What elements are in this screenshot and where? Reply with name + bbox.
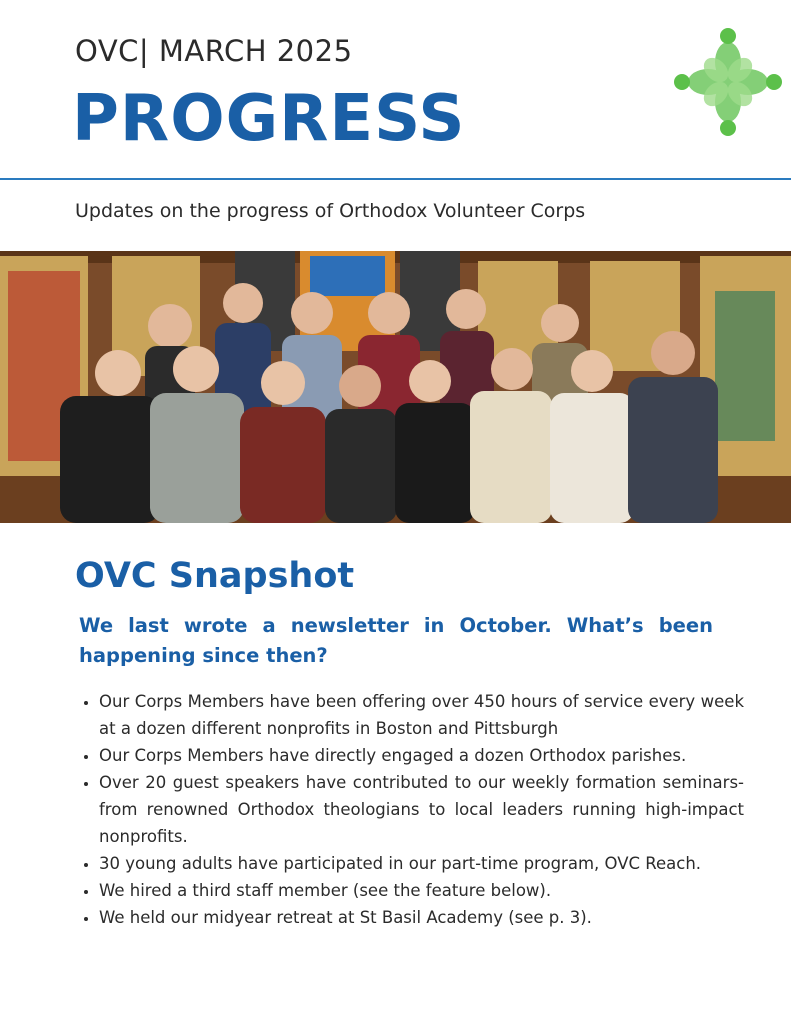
- list-item: • Our Corps Members have been offering over 450 hours of service every week at a dozen different nonprofits in Boston and Pittsburgh: [99, 688, 744, 742]
- snapshot-bullet-list: [79, 688, 744, 931]
- snapshot-lead: We last wrote a newsletter in October. What’s been happening since then?: [79, 614, 713, 667]
- list-item: • Our Corps Members have directly engaged a dozen Orthodox parishes.: [99, 742, 744, 769]
- list-item: • We held our midyear retreat at St Basil Academy (see p. 3).: [99, 904, 744, 931]
- list-item: • 30 young adults have participated in our part-time program, OVC Reach.: [99, 850, 744, 877]
- newsletter-title: PROGRESS: [72, 82, 466, 156]
- newsletter-issue: OVC| MARCH 2025: [75, 34, 353, 68]
- group-photo: [0, 251, 791, 523]
- header-divider: [0, 178, 791, 180]
- newsletter-tagline: Updates on the progress of Orthodox Volunteer Corps: [75, 200, 586, 222]
- ovc-cross-logo-icon: [672, 26, 784, 138]
- list-item: • We hired a third staff member (see the feature below).: [99, 877, 744, 904]
- snapshot-title: OVC Snapshot: [75, 556, 355, 596]
- list-item: • Over 20 guest speakers have contributed to our weekly formation seminars-from renowned Orthodox theologians to local leaders running high-impact nonprofits.: [99, 769, 744, 850]
